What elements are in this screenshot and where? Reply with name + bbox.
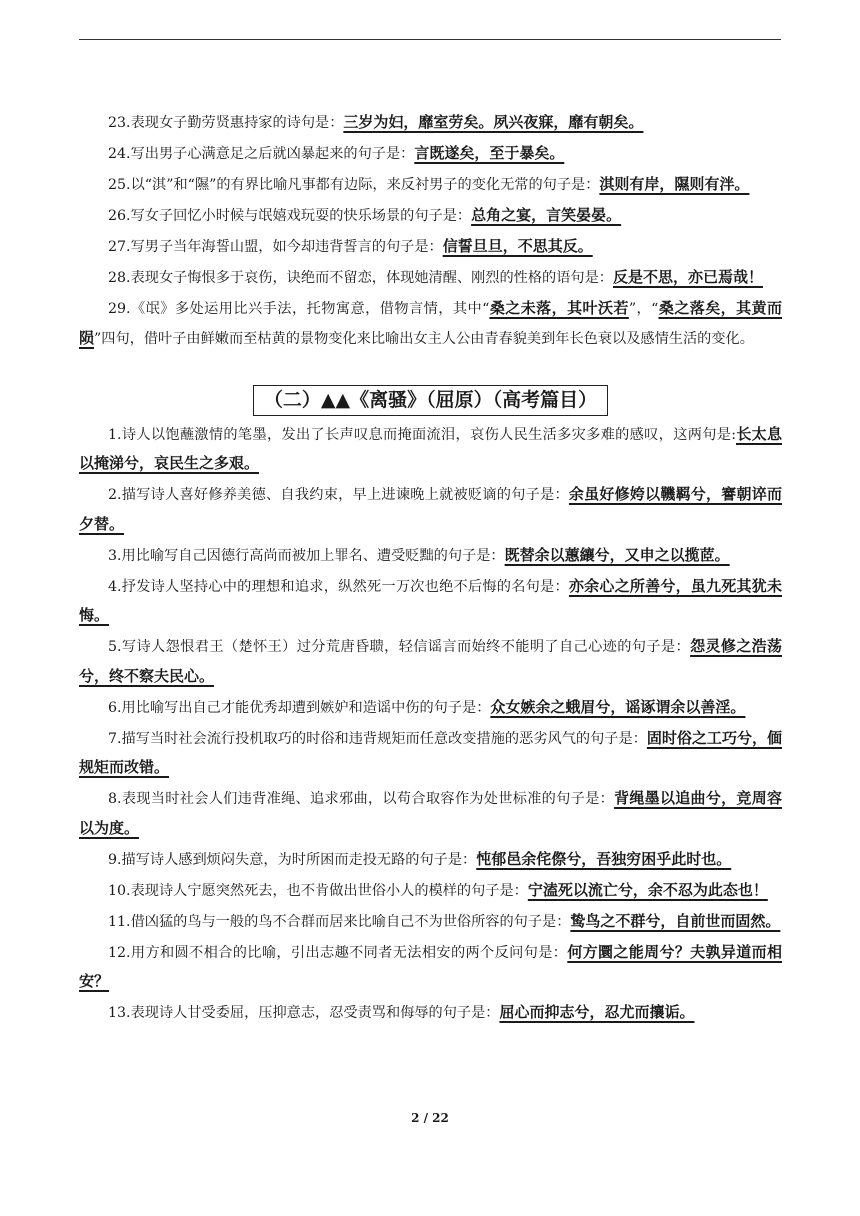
answer-text: 桑之未落，其叶沃若: [489, 299, 629, 317]
page-number: 2 / 22: [411, 1111, 449, 1125]
section-heading-wrap: [79, 385, 782, 416]
question-item: [79, 108, 782, 138]
answer-text: 何方圜之能周兮？夫孰异道而相安？: [79, 942, 782, 990]
question-item: [79, 907, 782, 937]
answer-text: 长太息以掩涕兮，哀民生之多艰。: [79, 424, 782, 472]
question-text: ”，“: [628, 301, 659, 317]
answer-text: 屈心而抑志兮，忍尤而攘诟: [499, 1003, 680, 1021]
answer-text: 余虽好修姱以鞿羁兮，謇朝谇而夕替。: [79, 485, 782, 533]
question-text: 8.表现当时社会人们违背准绳、追求邪曲，以苟合取容作为处世标准的句子是：: [108, 791, 615, 807]
answer-text: 众女嫉余之蛾眉兮，谣诼谓余以善淫。: [490, 697, 746, 716]
answer-text: 忳郁邑余侘傺兮，吾独穷困乎此时也。: [476, 849, 732, 868]
question-text: 5.写诗人怨恨君王（楚怀王）过分荒唐昏聩，轻信谣言而始终不能明了自己心迹的句子是：: [108, 639, 691, 655]
question-text: 4.抒发诗人坚持心中的理想和追求，纵然死一万次也绝不后悔的名句是：: [108, 578, 569, 595]
answer-text: 固时俗之工巧兮，偭规矩而改错。: [79, 728, 782, 776]
answer-text: 三岁为妇，靡室劳矣。夙兴夜寐，靡有朝矣。: [343, 113, 644, 131]
question-text: 10.表现诗人宁愿突然死去，也不肯做出世俗小人的模样的句子是：: [108, 882, 528, 899]
question-text: 2.描写诗人喜好修养美德、自我约束，早上进谏晚上就被贬谪的句子是：: [108, 487, 569, 503]
question-text: 12.用方和圆不相合的比喻，引出志趣不同者无法相安的两个反问句是：: [108, 944, 568, 961]
item-29: [79, 294, 782, 353]
question-text: 11.借凶猛的鸟与一般的鸟不合群而居来比喻自己不为世俗所容的句子是：: [108, 913, 571, 930]
answer-punctuation: 。: [679, 1003, 695, 1021]
question-text: 28.表现女子悔恨多于哀伤，诀绝而不留恋，体现她清醒、刚烈的性格的语句是：: [108, 270, 613, 286]
document-body: [79, 108, 782, 1029]
answer-text: 鸷鸟之不群兮，自前世而固然。: [570, 911, 781, 930]
question-item: [79, 541, 782, 571]
question-text: 3.用比喻写自己因德行高尚而被加上罪名、遭受贬黜的句子是：: [108, 547, 505, 564]
question-item: [79, 263, 782, 293]
question-item: [79, 784, 782, 843]
question-item: [79, 845, 782, 875]
question-text: 9.描写诗人感到烦闷失意，为时所困而走投无路的句子是：: [108, 851, 477, 868]
answer-text: 亦余心之所善兮，虽九死其犹未悔。: [79, 576, 782, 624]
question-text: 23.表现女子勤劳贤惠持家的诗句是：: [108, 115, 344, 131]
answer-text: 淇则有岸，隰则有泮。: [599, 175, 750, 193]
question-item: [79, 693, 782, 723]
section-title: （二）▲▲《离骚》（屈原）（高考篇目）: [253, 385, 608, 416]
question-item: [79, 998, 782, 1028]
question-text: 13.表现诗人甘受委屈，压抑意志，忍受责骂和侮辱的句子是：: [108, 1005, 500, 1021]
question-item: [79, 420, 782, 479]
answer-text: 信誓旦旦，不思其反。: [442, 237, 593, 255]
question-item: [79, 480, 782, 539]
question-item: [79, 632, 782, 691]
answer-text: 反是不思，亦已焉哉！: [612, 268, 763, 286]
answer-text: 怨灵修之浩荡兮，终不察夫民心。: [79, 637, 782, 685]
question-item: [79, 232, 782, 262]
answer-text: 宁溘死以流亡兮，余不忍为此态也！: [527, 880, 768, 899]
question-text: 26.写女子回忆小时候与氓嬉戏玩耍的快乐场景的句子是：: [108, 208, 472, 224]
answer-text: 桑之落矣，其黄而陨: [79, 299, 782, 347]
answer-text: 既替余以蕙纕兮，又申之以揽茝: [504, 545, 715, 564]
question-text: ”四句，借叶子由鲜嫩而至枯黄的景物变化来比喻出女主人公由青春貌美到年长色衰以及感情生活的变化。: [94, 330, 754, 347]
question-text: 24.写出男子心满意足之后就凶暴起来的句子是：: [108, 146, 415, 162]
question-item: [79, 938, 782, 997]
question-text: 29.《氓》多处运用比兴手法，托物寓意，借物言情，其中“: [108, 301, 490, 317]
question-item: [79, 201, 782, 231]
question-item: [79, 572, 782, 631]
question-text: 27.写男子当年海誓山盟，如今却违背誓言的句子是：: [108, 239, 443, 255]
answer-text: 背绳墨以追曲兮，竞周容以为度。: [79, 789, 782, 837]
question-text: 25.以“淇”和“隰”的有界比喻凡事都有边际，来反衬男子的变化无常的句子是：: [108, 177, 600, 193]
question-text: 1.诗人以饱蘸激情的笔墨，发出了长声叹息而掩面流泪，哀伤人民生活多灾多难的感叹，这两句是:: [108, 426, 737, 443]
question-text: 7.描写当时社会流行投机取巧的时俗和违背规矩而任意改变措施的恶劣风气的句子是：: [108, 730, 647, 747]
item-list-a: [79, 108, 782, 293]
question-item: [79, 876, 782, 906]
answer-text: 言既遂矣，至于暴矣。: [414, 144, 565, 162]
item-list-b: [79, 420, 782, 1028]
header-rule: [79, 39, 781, 40]
question-item: [79, 724, 782, 783]
question-item: [79, 170, 782, 200]
question-text: 6.用比喻写出自己才能优秀却遭到嫉妒和造谣中伤的句子是：: [108, 699, 491, 716]
answer-punctuation: 。: [714, 545, 730, 564]
question-item: [79, 139, 782, 169]
answer-text: 总角之宴，言笑晏晏。: [471, 206, 622, 224]
